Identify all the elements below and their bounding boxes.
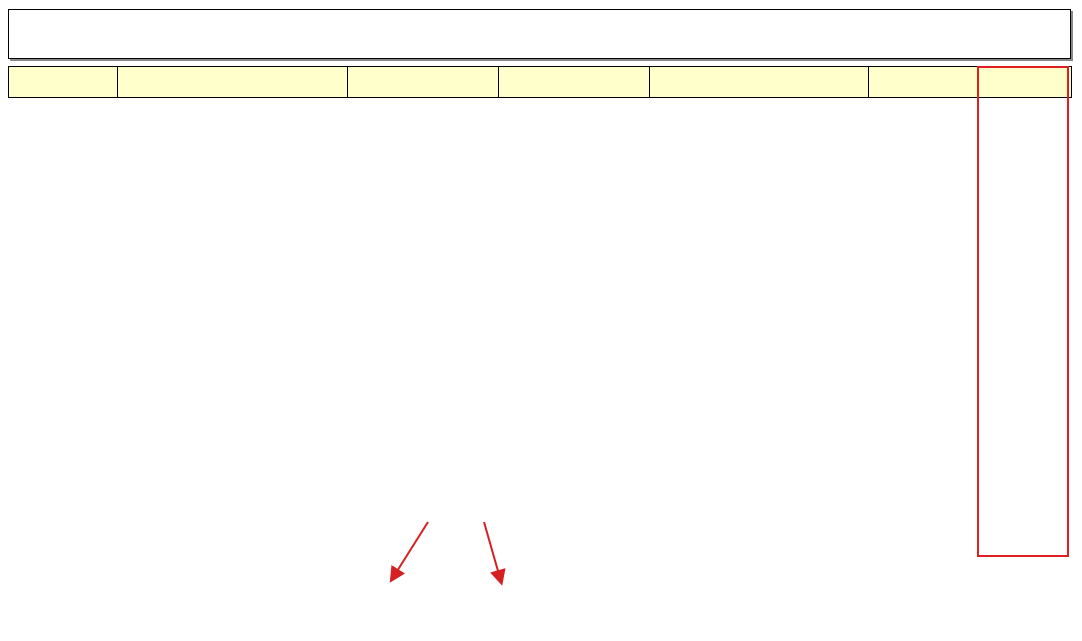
col-stock bbox=[499, 67, 650, 98]
column-header-row bbox=[9, 67, 1072, 98]
article-arrow bbox=[484, 522, 500, 578]
col-etat bbox=[978, 67, 1072, 98]
col-date-heure bbox=[9, 67, 118, 98]
col-date-affectation bbox=[869, 67, 978, 98]
etat-column-highlight bbox=[977, 66, 1069, 557]
report-header bbox=[8, 9, 1071, 59]
serial-arrow bbox=[394, 522, 428, 576]
col-operation bbox=[118, 67, 348, 98]
col-site bbox=[348, 67, 499, 98]
col-tiers bbox=[650, 67, 869, 98]
column-header-table bbox=[8, 66, 1072, 98]
